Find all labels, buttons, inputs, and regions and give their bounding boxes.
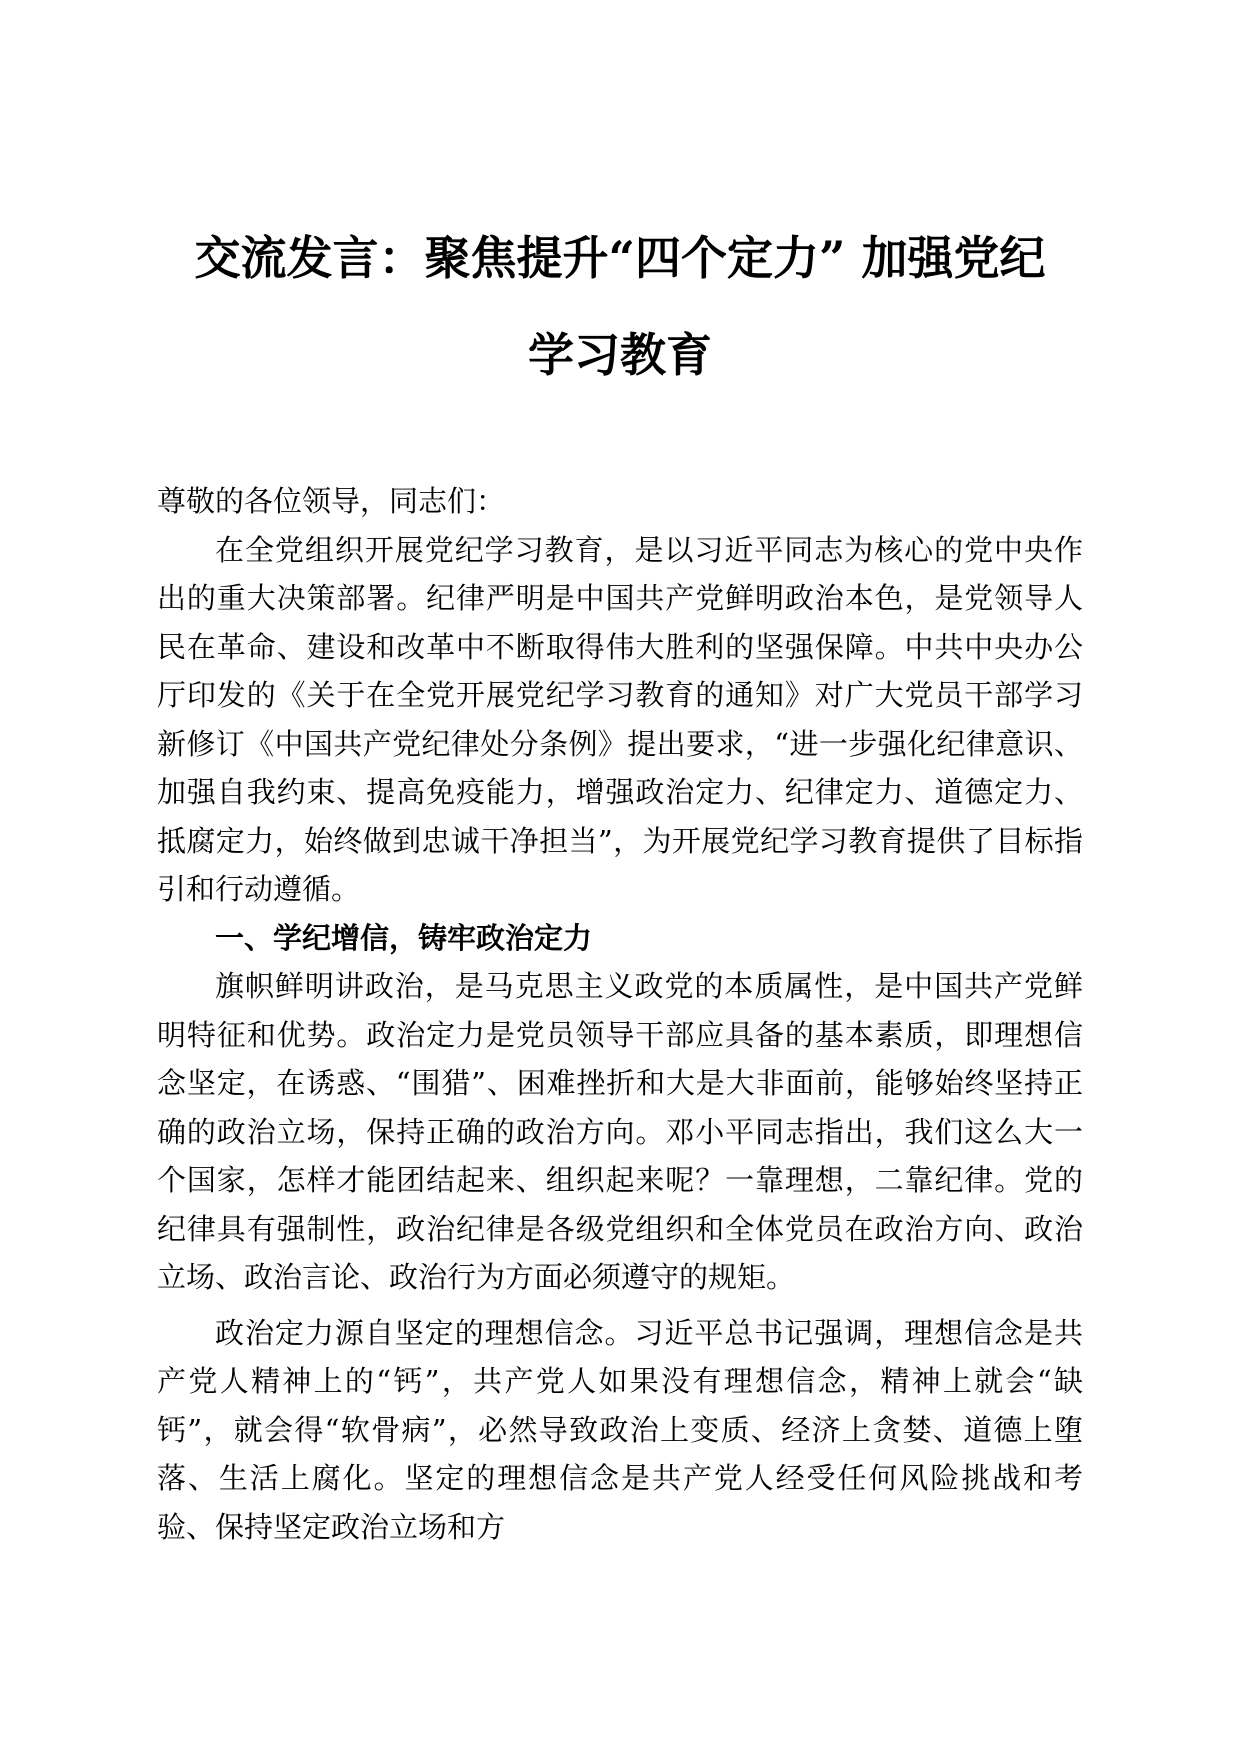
document-title-line-2: 学习教育 (528, 328, 712, 382)
salutation: 尊敬的各位领导，同志们： (157, 484, 506, 518)
section-1-paragraph-2: 政治定力源自坚定的理想信念。习近平总书记强调，理想信念是共产党人精神上的“钙”，共产党人如果没有理想信念，精神上就会“缺钙”，就会得“软骨病”，必然导致政治上变质、经济上贪婪、道德上堕落、生活上腐化。坚定的理想信念是共产党人经受任何风险挑战和考验、保持坚定政治立场和方 (157, 1315, 1083, 1544)
section-1-paragraph-1: 旗帜鲜明讲政治，是马克思主义政党的本质属性，是中国共产党鲜明特征和优势。政治定力是党员领导干部应具备的基本素质，即理想信念坚定，在诱惑、“围猎”、困难挫折和大是大非面前，能够始终坚持正确的政治立场，保持正确的政治方向。邓小平同志指出，我们这么大一个国家，怎样才能团结起来、组织起来呢？一靠理想，二靠纪律。党的纪律具有强制性，政治纪律是各级党组织和全体党员在政治方向、政治立场、政治言论、政治行为方面必须遵守的规矩。 (157, 969, 1083, 1294)
section-1-heading: 一、学纪增信，铸牢政治定力 (215, 920, 593, 955)
intro-paragraph: 在全党组织开展党纪学习教育，是以习近平同志为核心的党中央作出的重大决策部署。纪律严明是中国共产党鲜明政治本色，是党领导人民在革命、建设和改革中不断取得伟大胜利的坚强保障。中共中央办公厅印发的《关于在全党开展党纪学习教育的通知》对广大党员干部学习新修订《中国共产党纪律处分条例》提出要求，“进一步强化纪律意识、加强自我约束、提高免疫能力，增强政治定力、纪律定力、道德定力、抵腐定力，始终做到忠诚干净担当”，为开展党纪学习教育提供了目标指引和行动遵循。 (157, 532, 1083, 906)
document-title-line-1: 交流发言：聚焦提升“四个定力” 加强党纪 (194, 231, 1046, 285)
document-body (157, 477, 1083, 1551)
